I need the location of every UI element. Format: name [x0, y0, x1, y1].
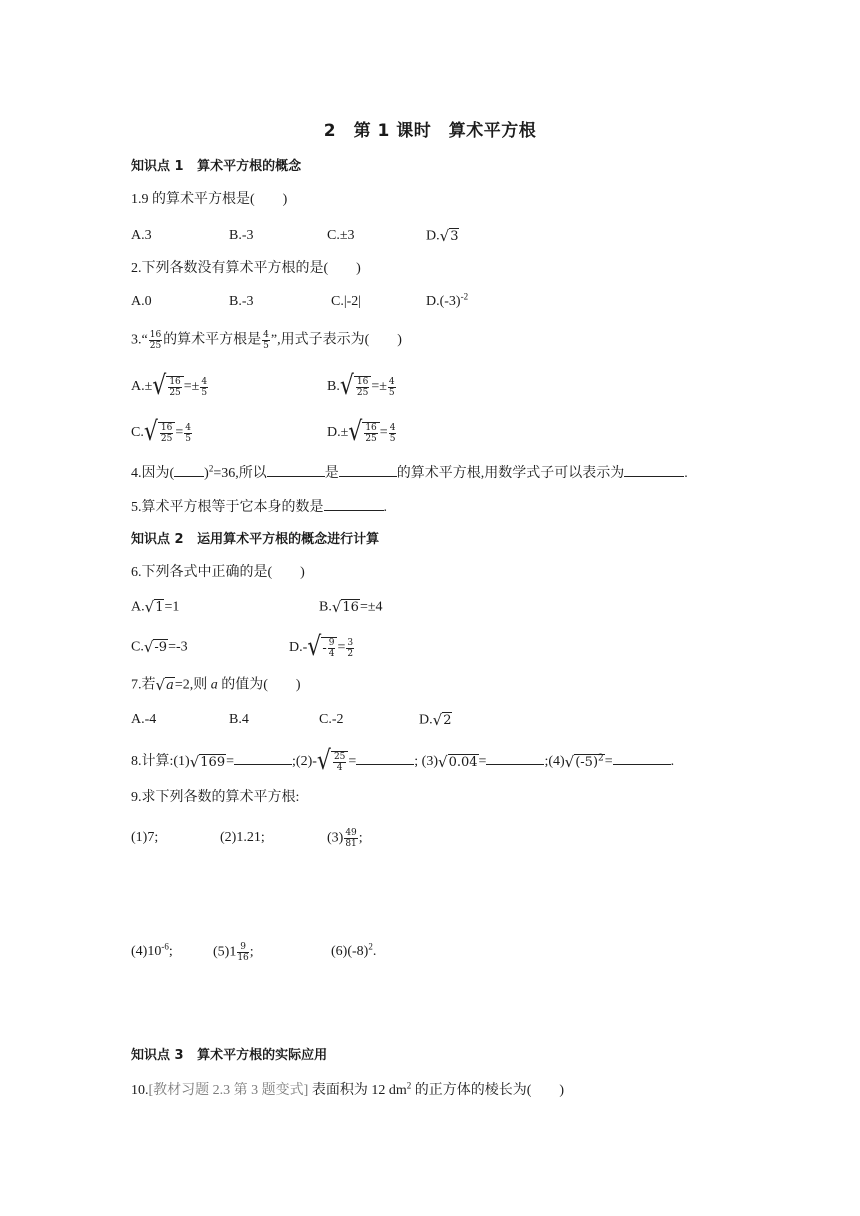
- option-d: D.-√- $\frac{9}{4}$ = $\frac{3}{2}$: [289, 632, 354, 663]
- option-a: A.-4: [131, 712, 157, 727]
- option-d: D.√3: [426, 227, 459, 245]
- option-c: C.√-9=-3: [131, 638, 188, 656]
- question-9-stem: 9.求下列各数的算术平方根:: [131, 790, 300, 805]
- question-3-stem: 3.“ $\frac{16}{25}$ 的算术平方根是 $\frac{4}{5}$ ”,用式子表示为( ): [131, 330, 402, 351]
- answer-blank[interactable]: [324, 496, 384, 511]
- question-2-stem: 2.下列各数没有算术平方根的是( ): [131, 261, 361, 276]
- option-c: C.±3: [327, 228, 355, 243]
- option-c: C.|-2|: [331, 294, 362, 309]
- item-5: (5)1 $\frac{9}{16}$ ;: [213, 942, 254, 963]
- question-7-stem: 7.若√a=2,则 a 的值为( ): [131, 676, 301, 694]
- answer-blank[interactable]: [267, 462, 325, 477]
- question-10: 10.[教材习题 2.3 第 3 题变式] 表面积为 12 $dm^2$ 的正方体的棱长为( ): [131, 1080, 565, 1098]
- question-4: 4.因为( )$^2$=36,所以 是 的算术平方根,用数学式子可以表示为 .: [131, 463, 688, 481]
- section-heading-1: [131, 157, 301, 177]
- option-c: C.√ $\frac{16}{25}$ = $\frac{4}{5}$: [131, 417, 191, 448]
- option-d: D.√2: [419, 711, 452, 729]
- answer-blank[interactable]: [624, 462, 684, 477]
- item-4: $(4)10^{-6}$;: [131, 941, 173, 959]
- page-title: 2 第 1 课时 算术平方根: [323, 121, 537, 141]
- option-b: B.-3: [229, 294, 254, 309]
- sqrt-expression: √ $\frac{16}{25}$: [144, 422, 175, 444]
- option-a: A.3: [131, 228, 152, 243]
- answer-blank[interactable]: [356, 750, 414, 765]
- option-b: B.√16=±4: [319, 598, 383, 616]
- option-b: B.4: [229, 712, 249, 727]
- question-6-stem: 6.下列各式中正确的是( ): [131, 565, 305, 580]
- section-title: 算术平方根的概念: [197, 159, 302, 174]
- source-reference: [教材习题 2.3 第 3 题变式]: [148, 1083, 309, 1098]
- section-title: 运用算术平方根的概念进行计算: [197, 532, 380, 547]
- answer-blank[interactable]: [613, 750, 671, 765]
- answer-blank[interactable]: [174, 462, 204, 477]
- section-label: 知识点 3: [131, 1048, 184, 1063]
- sqrt-expression: √3: [439, 227, 459, 245]
- fraction: $\frac{4}{5}$: [263, 330, 269, 351]
- item-3: (3) $\frac{49}{81}$ ;: [327, 828, 363, 849]
- item-2: (2)1.21;: [220, 830, 265, 845]
- question-1-stem: 1.9 的算术平方根是( ): [131, 192, 288, 207]
- section-label: 知识点 1: [131, 159, 184, 174]
- section-heading-3: [131, 1046, 327, 1066]
- item-1: (1)7;: [131, 830, 159, 845]
- fraction: $\frac{16}{25}$: [149, 330, 162, 351]
- answer-blank[interactable]: [339, 462, 397, 477]
- option-b: B.-3: [229, 228, 254, 243]
- option-a: A.0: [131, 294, 152, 309]
- section-heading-2: [131, 530, 379, 550]
- answer-blank[interactable]: [486, 750, 544, 765]
- item-6: $(6)(-8)^2$.: [331, 941, 377, 959]
- option-d: D.±√ $\frac{16}{25}$ = $\frac{4}{5}$: [327, 417, 396, 448]
- option-b: B.√ $\frac{16}{25}$ =± $\frac{4}{5}$: [327, 371, 395, 402]
- sqrt-expression: √ $\frac{16}{25}$: [152, 376, 183, 398]
- answer-blank[interactable]: [234, 750, 292, 765]
- option-a: A.±√ $\frac{16}{25}$ =± $\frac{4}{5}$: [131, 371, 208, 402]
- option-d: $D.(-3)^{-2}$: [426, 291, 469, 309]
- question-8: 8.计算:(1)√169= ;(2)-√ $\frac{25}{4}$ = ; $(3)√0.04= ;(4)√(-5)^2=$ .: [131, 746, 675, 777]
- question-5: 5.算术平方根等于它本身的数是 .: [131, 496, 387, 518]
- section-label: 知识点 2: [131, 532, 184, 547]
- sqrt-expression: √ $\frac{16}{25}$: [348, 422, 379, 444]
- option-c: C.-2: [319, 712, 344, 727]
- section-title: 算术平方根的实际应用: [197, 1048, 328, 1063]
- sqrt-expression: √ $\frac{16}{25}$: [340, 376, 371, 398]
- option-a: A.√1=1: [131, 598, 180, 616]
